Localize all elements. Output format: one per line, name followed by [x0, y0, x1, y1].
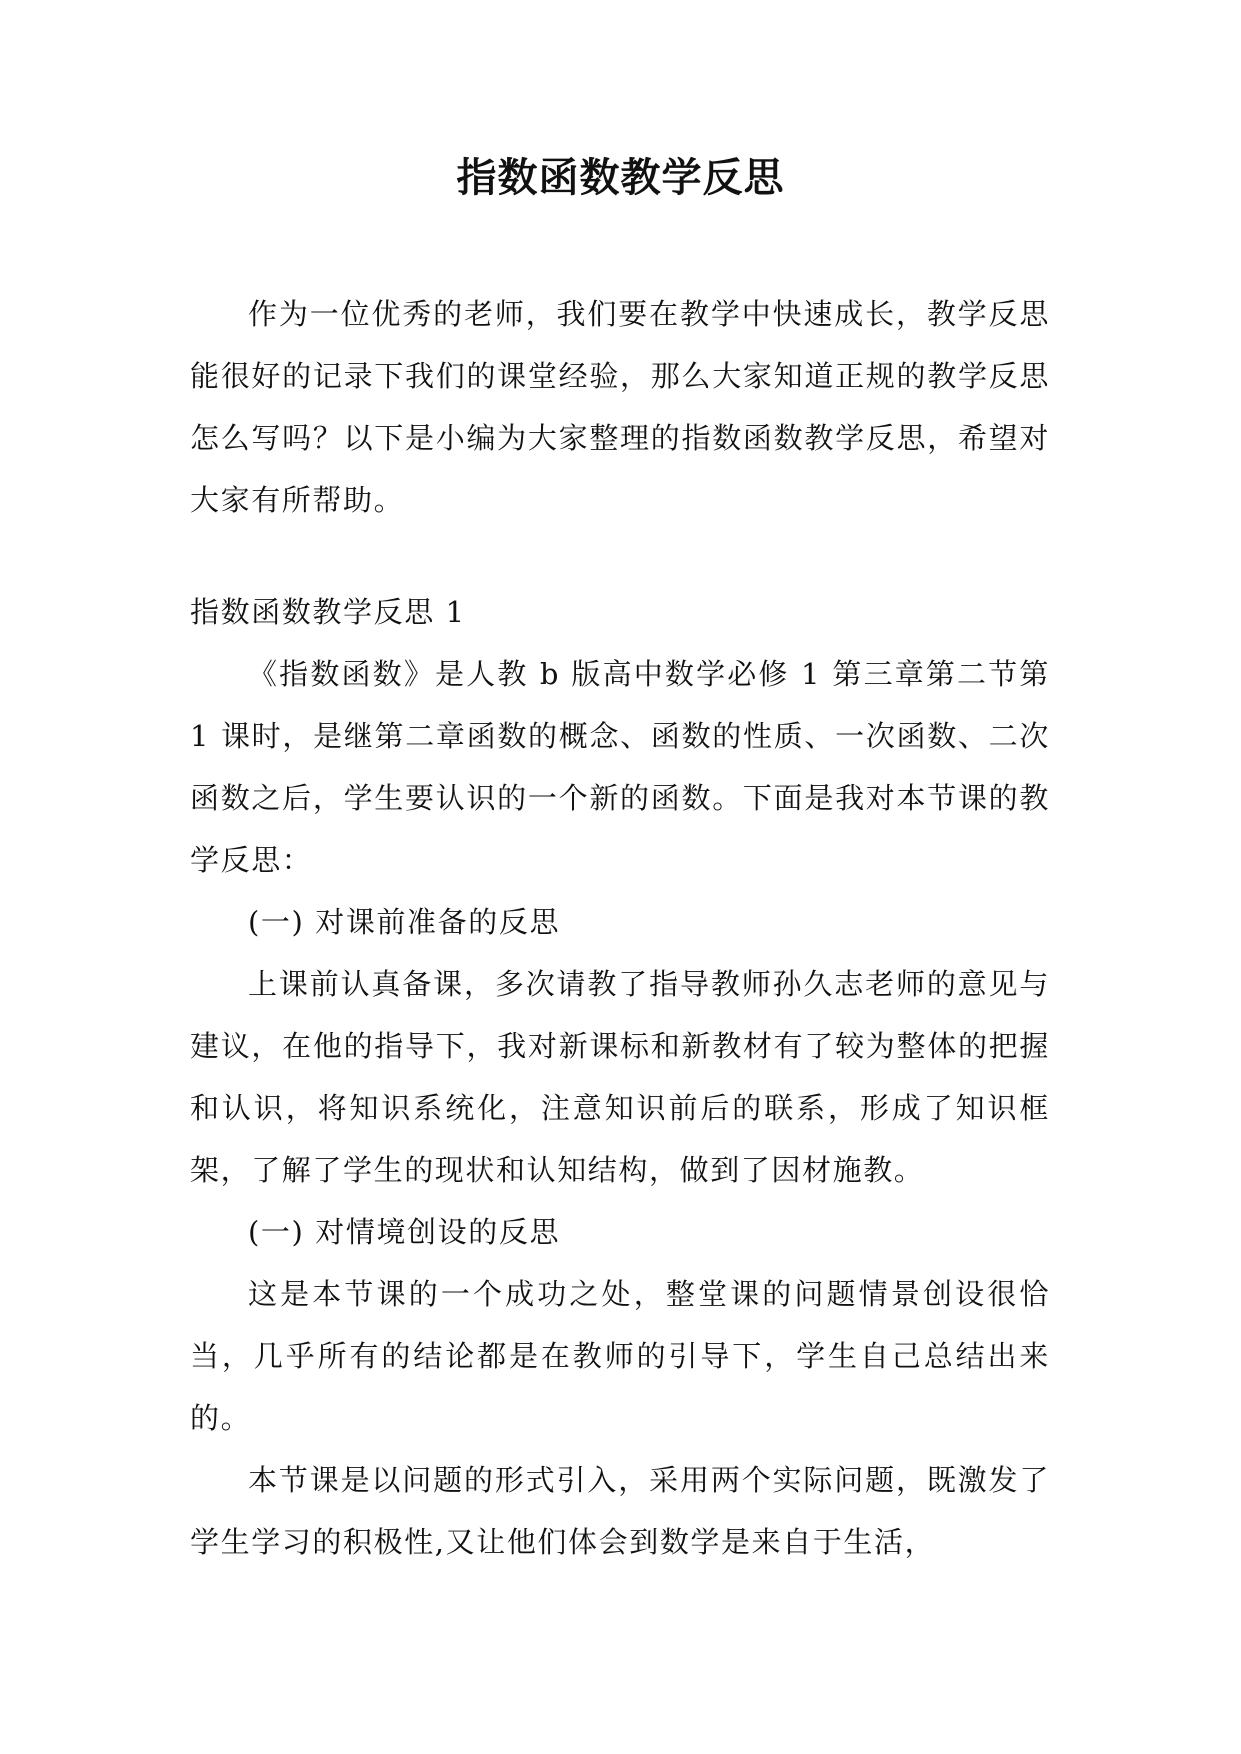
document-body — [190, 283, 1050, 1573]
document-title: 指数函数教学反思 — [456, 154, 785, 201]
body-paragraph: 本节课是以问题的形式引入，采用两个实际问题，既激发了学生学习的积极性,又让他们体会到数学是来自于生活， — [190, 1463, 1050, 1559]
body-paragraph: 上课前认真备课，多次请教了指导教师孙久志老师的意见与建议，在他的指导下，我对新课标和新教材有了较为整体的把握和认识，将知识系统化，注意知识前后的联系，形成了知识框架，了解了学生的现状和认知结构，做到了因材施教。 — [190, 967, 1050, 1187]
section-spacer — [190, 531, 1050, 581]
subsection-heading: (一) 对课前准备的反思 — [248, 905, 561, 939]
body-paragraph: 《指数函数》是人教 b 版高中数学必修 1 第三章第二节第 1 课时，是继第二章函数的概念、函数的性质、一次函数、二次函数之后，学生要认识的一个新的函数。下面是我对本节课的教学反思： — [190, 657, 1050, 877]
intro-paragraph: 作为一位优秀的老师，我们要在教学中快速成长，教学反思能很好的记录下我们的课堂经验，那么大家知道正规的教学反思怎么写吗？以下是小编为大家整理的指数函数教学反思，希望对大家有所帮助。 — [190, 297, 1050, 517]
subsection-heading: (一) 对情境创设的反思 — [248, 1215, 561, 1249]
body-paragraph: 这是本节课的一个成功之处，整堂课的问题情景创设很恰当，几乎所有的结论都是在教师的引导下，学生自己总结出来的。 — [190, 1277, 1050, 1435]
section-heading: 指数函数教学反思 1 — [190, 595, 466, 629]
